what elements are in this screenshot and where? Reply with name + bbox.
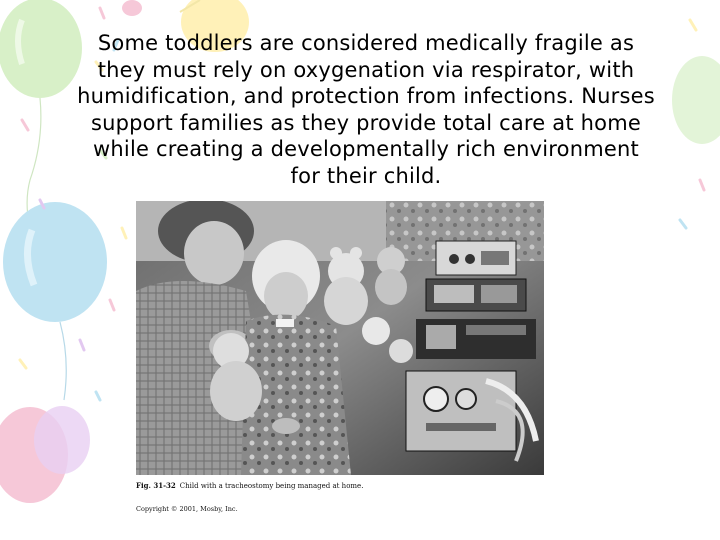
text-line: humidification, and protection from infections. Nurses xyxy=(77,84,655,108)
text-line: for their child. xyxy=(290,163,442,188)
caption-text: Child with a tracheostomy being managed at home. xyxy=(179,482,364,490)
figure-caption xyxy=(136,481,363,490)
figure-number: Fig. 31-32 xyxy=(136,481,176,490)
pink-balloon-icon xyxy=(0,406,90,503)
blue-balloon-icon xyxy=(3,202,107,400)
slide-body-text xyxy=(30,30,702,189)
text-line: they must rely on oxygenation via respirator, with xyxy=(97,57,635,82)
text-line: while creating a developmentally rich environment xyxy=(93,137,639,161)
text-line: Some toddlers are considered medically fragile as xyxy=(97,31,635,55)
text-line: support families as they provide total care at home xyxy=(90,110,642,135)
copyright-notice: Copyright © 2001, Mosby, Inc. xyxy=(136,505,238,513)
home-care-photo xyxy=(136,201,544,475)
